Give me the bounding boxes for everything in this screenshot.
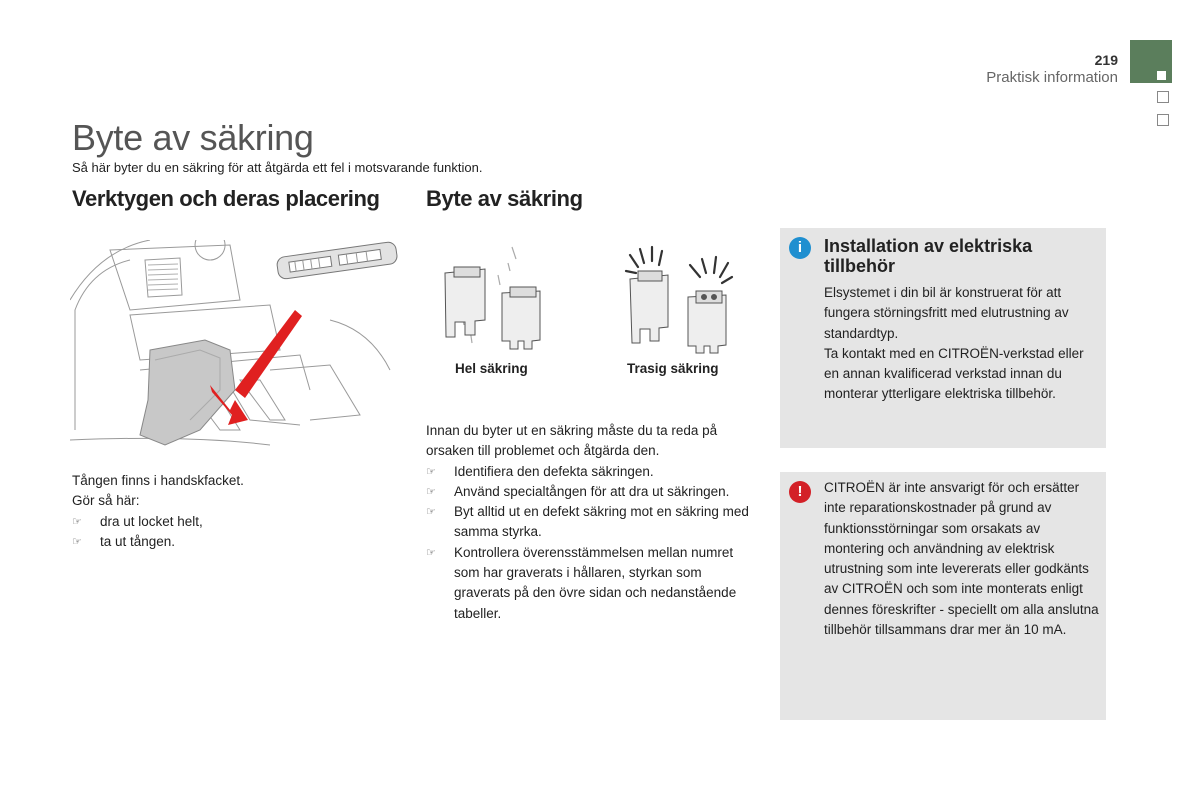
info-box-text (824, 283, 1099, 405)
tools-heading: Verktygen och deras placering (72, 186, 380, 211)
page-number: 219 (1094, 52, 1118, 68)
section-label: Praktisk information (986, 69, 1118, 86)
replace-paragraph: Innan du byter ut en säkring måste du ta reda på orsaken till problemet och åtgärda den. (426, 423, 718, 459)
info-paragraph: Elsystemet i din bil är konstruerat för att fungera störningsfritt med elutrustning av standardtyp. (824, 285, 1069, 341)
replace-heading: Byte av säkring (426, 186, 583, 211)
list-item: ☞ Kontrollera överensstämmelsen mellan numret som har graverats i hållaren, styrkan som graverats på den övre sidan och nedanstående tabeller. (426, 543, 756, 624)
tools-text (72, 471, 392, 552)
chapter-box (1157, 91, 1169, 103)
warning-text: CITROËN är inte ansvarigt för och ersätter inte reparationskostnader på grund av funktionsstörningar som orsakats av montering och användning av elektrisk utrustning som inte levererats eller godkänts av CITROËN och som inte monterats enligt dennes föreskrifter - speciellt om alla anslutna tillbehör tillsammans drar mer än 10 mA. (824, 480, 1099, 638)
warning-box (780, 472, 1106, 720)
chapter-tab-marker (1157, 71, 1166, 80)
info-box (780, 228, 1106, 448)
tools-paragraph: Tången finns i handskfacket. (72, 473, 244, 488)
info-paragraph: Ta kontakt med en CITROËN-verkstad eller en annan kvalificerad verkstad innan du monterar ytterligare elektriska tillbehör. (824, 345, 1084, 402)
info-box-title: Installation av elektriska tillbehör (824, 236, 1033, 276)
glovebox-illustration (70, 240, 400, 450)
intro-text: Så här byter du en säkring för att åtgärda ett fel i motsvarande funktion. (72, 160, 483, 175)
list-item: ☞ ta ut tången. (72, 532, 392, 552)
list-item: ☞ Identifiera den defekta säkringen. (426, 462, 756, 482)
replace-text (426, 421, 756, 624)
list-item: ☞ Använd specialtången för att dra ut säkringen. (426, 482, 756, 502)
tools-steps (72, 512, 392, 553)
replace-steps (426, 462, 756, 624)
info-icon: i (789, 237, 811, 259)
tools-paragraph: Gör så här: (72, 493, 140, 509)
blown-fuse-label: Trasig säkring (627, 361, 719, 376)
list-item: ☞ Byt alltid ut en defekt säkring mot en säkring med samma styrka. (426, 502, 756, 543)
good-fuse-label: Hel säkring (455, 361, 528, 376)
good-fuse-illustration (440, 245, 555, 350)
list-item: ☞ dra ut locket helt, (72, 512, 392, 532)
chapter-box (1157, 114, 1169, 126)
warning-icon: ! (789, 481, 811, 503)
blown-fuse-illustration (622, 245, 742, 355)
page-title: Byte av säkring (72, 117, 314, 158)
